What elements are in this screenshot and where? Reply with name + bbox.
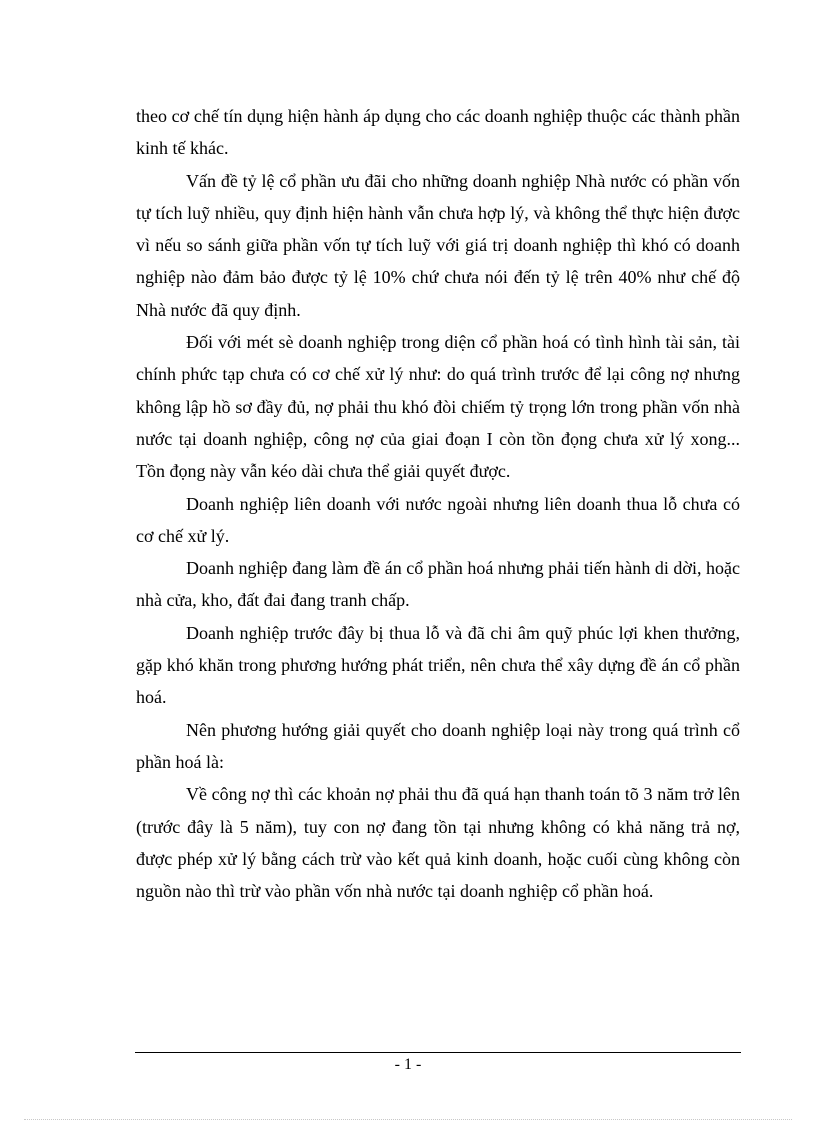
paragraph-losses: Doanh nghiệp trước đây bị thua lỗ và đã chi âm quỹ phúc lợi khen thưởng, gặp khó khăn trong phương hướng phát triển, nên chưa thể xây dựng đề án cổ phần hoá. bbox=[136, 622, 740, 708]
page-bottom-border bbox=[24, 1119, 792, 1120]
body-text bbox=[136, 100, 740, 907]
paragraph-continuation: theo cơ chế tín dụng hiện hành áp dụng cho các doanh nghiệp thuộc các thành phần kinh tế khác. bbox=[136, 106, 740, 159]
paragraph-relocation: Doanh nghiệp đang làm đề án cổ phần hoá nhưng phải tiến hành di dời, hoặc nhà cửa, kho, đất đai đang tranh chấp. bbox=[136, 558, 740, 611]
paragraph-debt-handling: Về công nợ thì các khoản nợ phải thu đã quá hạn thanh toán tõ 3 năm trở lên (trước đây là 5 năm), tuy con nợ đang tồn tại nhưng không có khả năng trả nợ, được phép xử lý bằng cách trừ vào kết quả kinh doanh, hoặc cuối cùng không còn nguồn nào thì trừ vào phần vốn nhà nước tại doanh nghiệp cổ phần hoá. bbox=[136, 784, 740, 902]
footer-divider bbox=[135, 1052, 741, 1053]
paragraph-joint-venture: Doanh nghiệp liên doanh với nước ngoài nhưng liên doanh thua lỗ chưa có cơ chế xử lý. bbox=[136, 493, 740, 546]
paragraph-solution-intro: Nên phương hướng giải quyết cho doanh nghiệp loại này trong quá trình cổ phần hoá là: bbox=[136, 719, 740, 772]
page-number: - 1 - bbox=[394, 1056, 422, 1073]
paragraph-preferential-shares: Vấn đề tỷ lệ cổ phần ưu đãi cho những doanh nghiệp Nhà nước có phần vốn tự tích luỹ nhiều, quy định hiện hành vẫn chưa hợp lý, và không thể thực hiện được vì nếu so sánh giữa phần vốn tự tích luỹ với giá trị doanh nghiệp thì khó có doanh nghiệp nào đảm bảo được tỷ lệ 10% chứ chưa nói đến tỷ lệ trên 40% như chế độ Nhà nước đã quy định. bbox=[136, 170, 740, 320]
paragraph-complex-finances: Đối với mét sè doanh nghiệp trong diện cổ phần hoá có tình hình tài sản, tài chính phức tạp chưa có cơ chế xử lý như: do quá trình trước để lại công nợ nhưng không lập hồ sơ đầy đủ, nợ phải thu khó đòi chiếm tỷ trọng lớn trong phần vốn nhà nước tại doanh nghiệp, công nợ của giai đoạn I còn tồn đọng chưa xử lý xong... Tồn đọng này vẫn kéo dài chưa thể giải quyết được. bbox=[136, 332, 740, 482]
